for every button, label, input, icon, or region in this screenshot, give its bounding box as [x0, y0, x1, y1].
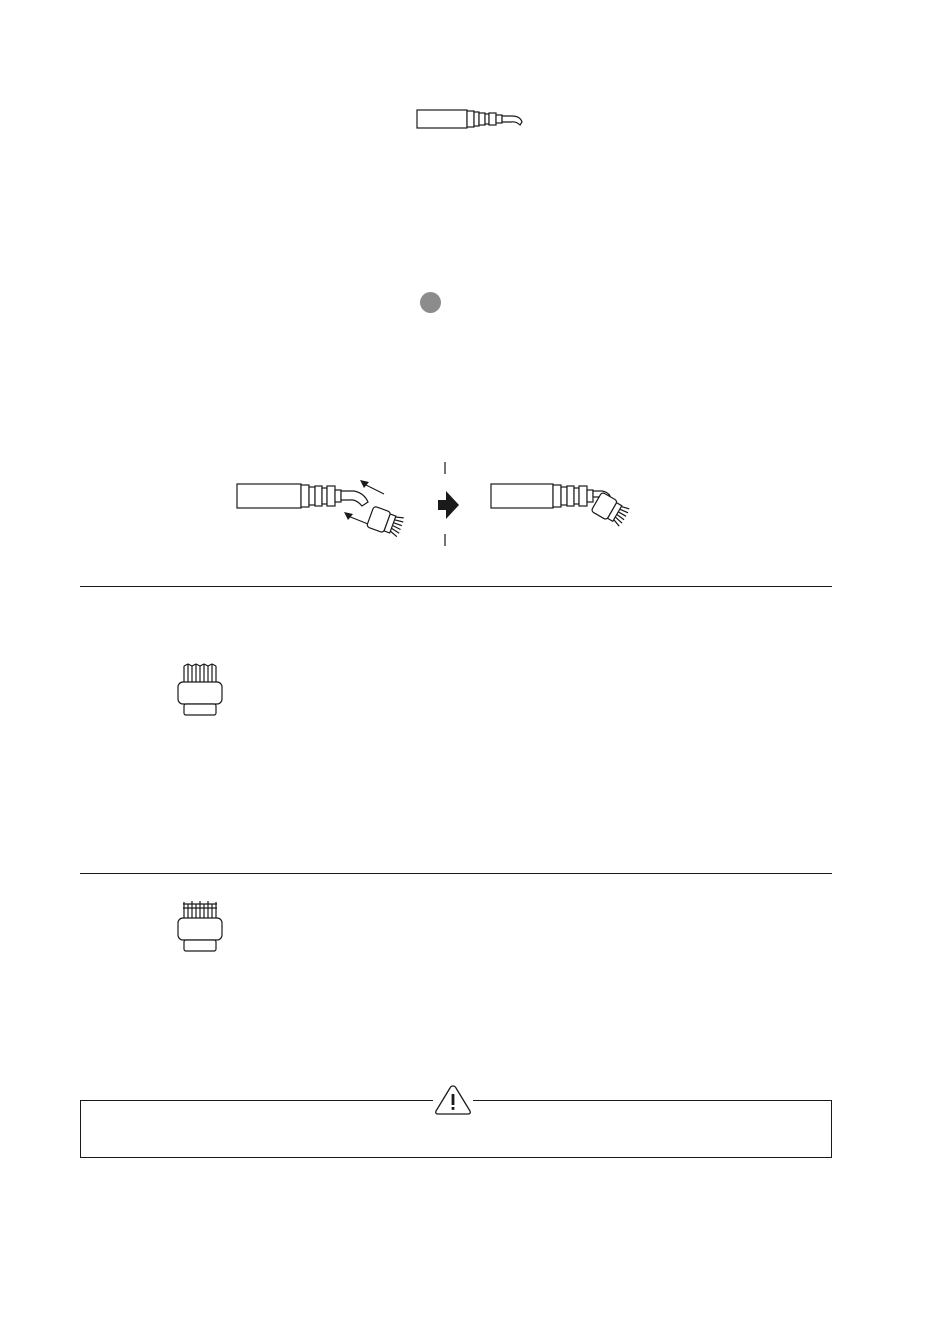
- handpiece-with-brush-icon: [490, 478, 650, 538]
- step-dot-icon: [420, 292, 441, 313]
- warning-triangle-icon: [433, 1083, 473, 1117]
- brush-head-icon: [174, 898, 226, 954]
- section-divider: [80, 873, 832, 874]
- right-arrow-icon: [436, 490, 460, 520]
- section-divider: [80, 586, 832, 587]
- brush-head-icon: [174, 662, 226, 718]
- handpiece-attaching-brush-icon: [236, 472, 416, 544]
- handpiece-icon: [416, 106, 526, 134]
